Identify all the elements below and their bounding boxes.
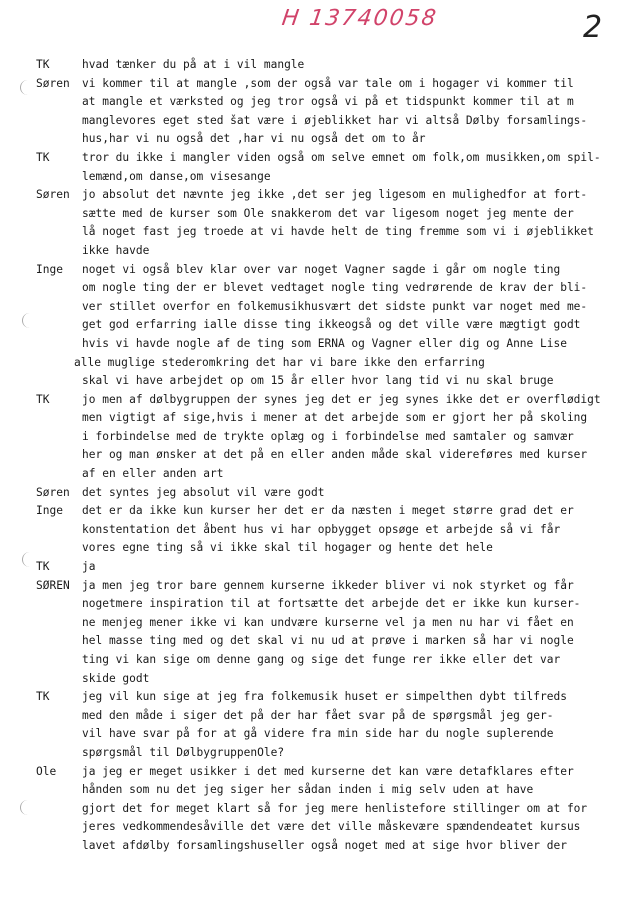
transcript-line: ja: [82, 560, 96, 574]
transcript-line: spørgsmål til DølbygruppenOle?: [82, 745, 285, 759]
transcript-line: manglevores eget sted šat være i øjeblikket har vi altså Dølby forsamlings-: [82, 113, 588, 127]
speaker-label: TK: [36, 560, 50, 574]
transcript-line: lavet afdølby forsamlingshuseller også noget med at sige hvor bliver der: [82, 838, 567, 852]
transcript-line: ja jeg er meget usikker i det med kurserne det kan være detafklares efter: [82, 764, 574, 778]
transcript-line: af en eller anden art: [82, 467, 224, 481]
transcript-line: ikke havde: [82, 243, 150, 257]
speaker-label: Ole: [36, 764, 57, 778]
transcript-entry: [0, 484, 637, 503]
transcript-line: jeg vil kun sige at jeg fra folkemusik huset er simpelthen dybt tilfreds: [82, 690, 567, 704]
transcript-line: ne menjeg mener ikke vi kan undvære kurserne vel ja men nu har vi fået en: [82, 615, 574, 629]
speaker-label: Inge: [36, 504, 63, 518]
archive-number: H 13740058: [280, 6, 440, 31]
transcript-entry: [0, 502, 637, 558]
speaker-label: Inge: [36, 262, 63, 276]
transcript-line: med den måde i siger det på der har fået svar på de spørgsmål jeg ger-: [82, 708, 554, 722]
transcript-line: her og man ønsker at det på en eller anden måde skal videreføres med kurser: [82, 448, 588, 462]
transcript-entry: [0, 577, 637, 689]
transcript-entry: [0, 688, 637, 762]
speaker-label: TK: [36, 392, 50, 406]
transcript-line: konstentation det åbent hus vi har opbygget opsøge et arbejde så vi får: [82, 522, 561, 536]
transcript-line: hånden som nu det jeg siger her sådan inden i mig selv uden at have: [82, 783, 534, 797]
transcript-line: i forbindelse med de trykte oplæg og i forbindelse med samtaler og samvær: [82, 429, 574, 443]
transcript-line: ver stillet overfor en folkemusikhusvært det sidste punkt var noget med me-: [82, 299, 588, 313]
transcript-line: jeres vedkommendesåville det være det ville måskevære spændendeatet kursus: [82, 820, 581, 834]
transcript-line: hus,har vi nu også det ,har vi nu også det om to år: [82, 132, 426, 146]
transcript-line: alle muglige stederomkring det har vi bare ikke den erfarring: [74, 355, 485, 369]
transcript-line: hvad tænker du på at i vil mangle: [82, 58, 305, 71]
transcript-line: om nogle ting der er blevet vedtaget nogle ting vedrørende de krav der bli-: [82, 281, 588, 295]
transcript-entry: [0, 186, 637, 260]
transcript-line: get god erfarring ialle disse ting ikkeogså og det ville være mægtigt godt: [82, 318, 581, 332]
transcript-line: vores egne ting så vi ikke skal til hogager og hente det hele: [82, 541, 493, 555]
transcript-line: gjort det for meget klart så for jeg mere henlistefore stillinger om at for: [82, 801, 588, 815]
transcript-entry: [0, 558, 637, 577]
transcript-entry: [0, 261, 637, 391]
transcript-entry: [0, 763, 637, 856]
transcript-line: at mangle et værksted og jeg tror også vi på et tidspunkt kommer til at m: [82, 95, 574, 109]
transcript-entry: [0, 391, 637, 484]
transcript-line: jo absolut det nævnte jeg ikke ,det ser jeg ligesom en mulighedfor at fort-: [82, 188, 588, 202]
transcript-line: vi kommer til at mangle ,som der også var tale om i hogager vi kommer til: [82, 76, 574, 90]
transcript-line: lemænd,om danse,om visesange: [82, 169, 271, 183]
transcript-line: ja men jeg tror bare gennem kurserne ikkeder bliver vi nok styrket og får: [82, 578, 574, 592]
transcript-entry: [0, 149, 637, 186]
speaker-label: Søren: [36, 485, 70, 499]
transcript-entry: [0, 75, 637, 149]
transcript-entry: [0, 56, 637, 75]
transcript-line: ting vi kan sige om denne gang og sige det funge rer ikke eller det var: [82, 653, 561, 666]
transcript-line: vil have svar på for at gå videre fra min side har du nogle suplerende: [82, 727, 554, 741]
transcript-line: tror du ikke i mangler viden også om selve emnet om folk,om musikken,om spil-: [82, 150, 601, 164]
speaker-label: SØREN: [36, 578, 70, 592]
transcript-line: nogetmere inspiration til at fortsætte det arbejde det er ikke kun kurser-: [82, 597, 581, 611]
transcript-line: jo men af dølbygruppen der synes jeg det er jeg synes ikke det er overflødigt: [82, 392, 601, 406]
transcript-line: men vigtigt af sige,hvis i mener at det arbejde som er gjort her på skoling: [82, 411, 588, 425]
transcript: [0, 56, 637, 856]
transcript-line: noget vi også blev klar over var noget Vagner sagde i går om nogle ting: [82, 262, 561, 276]
transcript-line: skal vi have arbejdet op om 15 år eller hvor lang tid vi nu skal bruge: [82, 374, 554, 388]
transcript-line: lå noget fast jeg troede at vi havde helt de ting fremme som vi i øjeblikket: [82, 225, 594, 239]
speaker-label: TK: [36, 690, 50, 704]
transcript-line: sætte med de kurser som Ole snakkerom det var ligesom noget jeg mente der: [82, 206, 574, 220]
transcript-line: hvis vi havde nogle af de ting som ERNA og Vagner eller dig og Anne Lise: [82, 336, 567, 350]
speaker-label: TK: [36, 58, 50, 71]
speaker-label: Søren: [36, 76, 70, 90]
transcript-line: skide godt: [82, 671, 150, 685]
transcript-line: hel masse ting med og det skal vi nu ud at prøve i marken så har vi nogle: [82, 634, 574, 648]
speaker-label: Søren: [36, 188, 70, 202]
transcript-line: det syntes jeg absolut vil være godt: [82, 485, 325, 499]
page-number: 2: [583, 10, 603, 45]
transcript-line: det er da ikke kun kurser her det er da næsten i meget større grad det er: [82, 504, 574, 518]
speaker-label: TK: [36, 150, 50, 164]
